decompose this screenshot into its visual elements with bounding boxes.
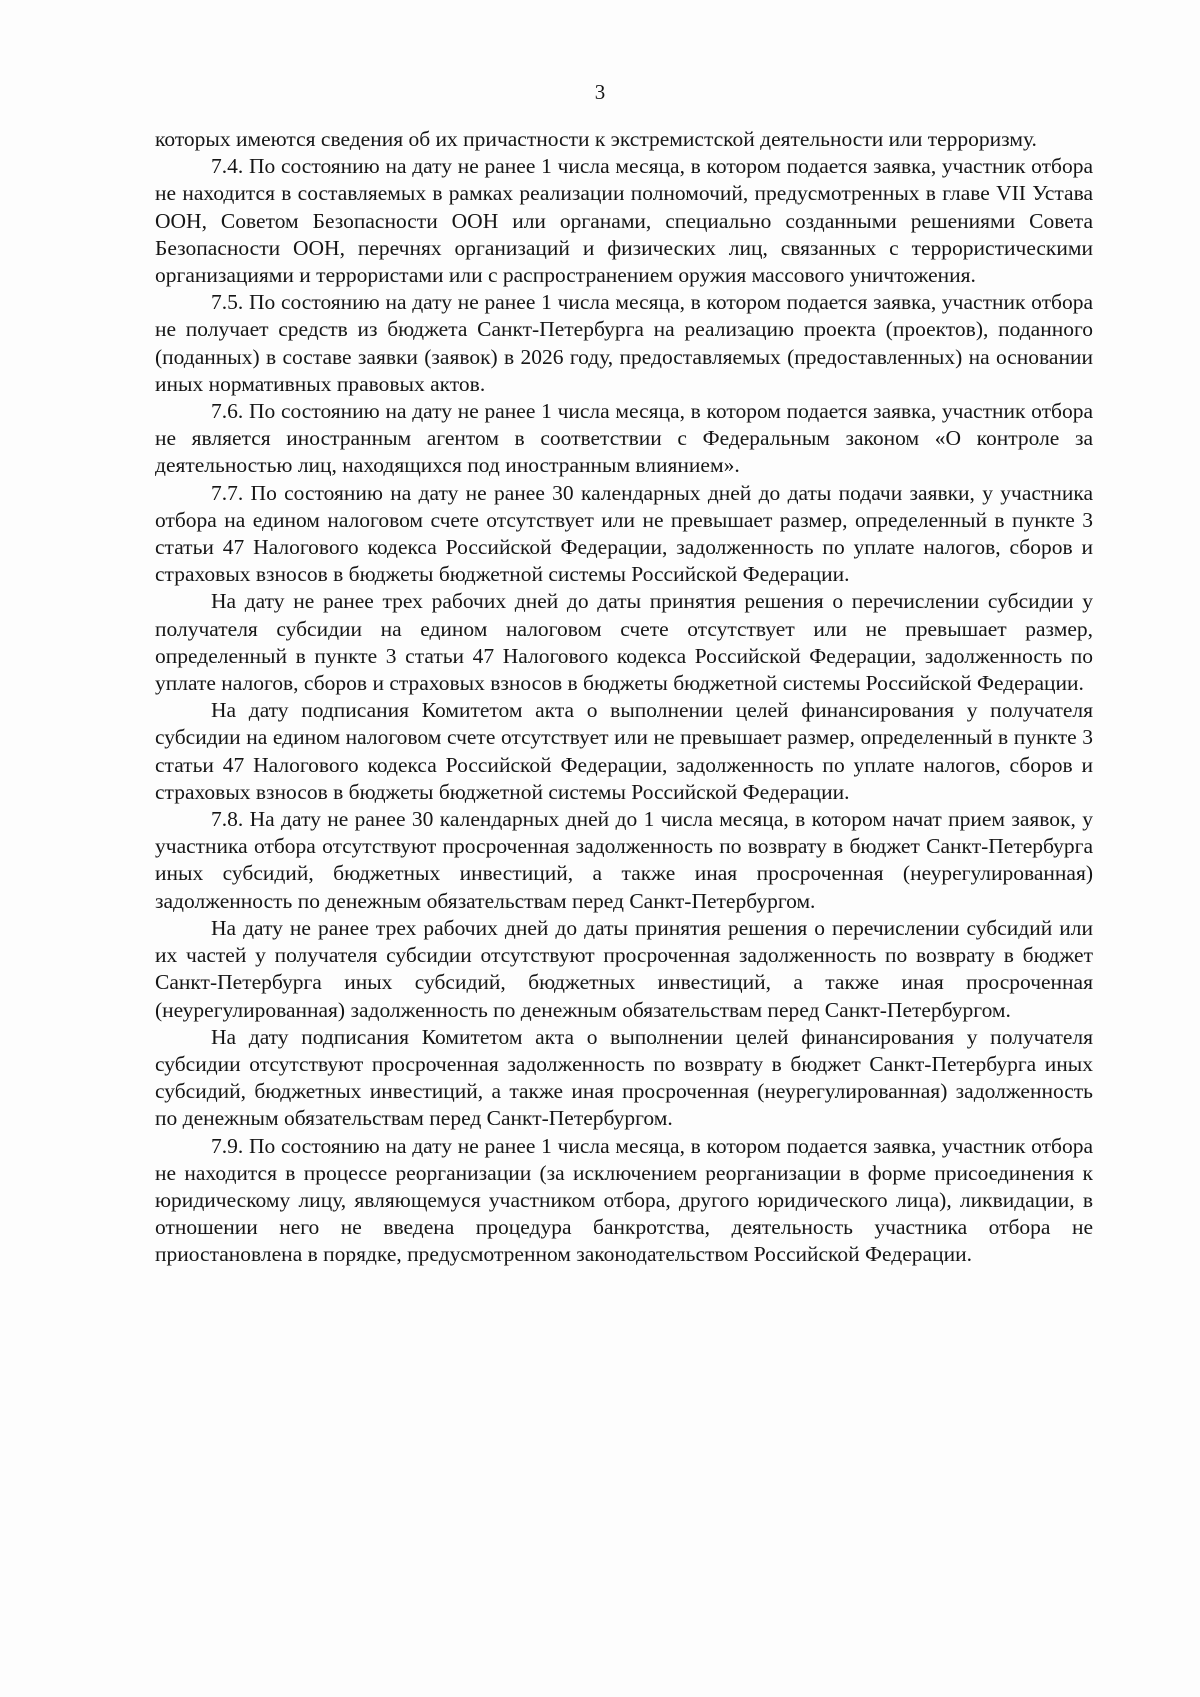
paragraph-7-5: 7.5. По состоянию на дату не ранее 1 числа месяца, в котором подается заявка, участник отбора не получает средств из бюджета Санкт-Петербурга на реализацию проекта (проектов), поданного (поданных) в составе заявки (заявок) в 2026 году, предоставляемых (предоставленных) на основании иных нормативных правовых актов. <box>155 290 1093 396</box>
paragraph-7-8-second: На дату не ранее трех рабочих дней до даты принятия решения о перечислении субсидий или их частей у получателя субсидии отсутствуют просроченная задолженность по возврату в бюджет Санкт-Петербурга иных субсидий, бюджетных инвестиций, а также иная просроченная (неурегулированная) задолженность по денежным обязательствам перед Санкт-Петербургом. <box>155 915 1093 1022</box>
paragraph-7-7-second: На дату не ранее трех рабочих дней до даты принятия решения о перечислении субсидии у получателя субсидии на едином налоговом счете отсутствует или не превышает размер, определенный в пункте 3 статьи 47 Налогового кодекса Российской Федерации, задолженность по уплате налогов, сборов и страховых взносов в бюджеты бюджетной системы Российской Федерации. <box>155 589 1093 696</box>
paragraph-7-6: 7.6. По состоянию на дату не ранее 1 числа месяца, в котором подается заявка, участник отбора не является иностранным агентом в соответствии с Федеральным законом «О контроле за деятельностью лиц, находящихся под иностранным влиянием». <box>155 399 1093 478</box>
paragraph-7-7: 7.7. По состоянию на дату не ранее 30 календарных дней до даты подачи заявки, у участника отбора на едином налоговом счете отсутствует или не превышает размер, определенный в пункте 3 статьи 47 Налогового кодекса Российской Федерации, задолженность по уплате налогов, сборов и страховых взносов в бюджеты бюджетной системы Российской Федерации. <box>155 480 1093 587</box>
document-body <box>155 126 1093 1269</box>
paragraph-7-4: 7.4. По состоянию на дату не ранее 1 числа месяца, в котором подается заявка, участник отбора не находится в составляемых в рамках реализации полномочий, предусмотренных в главе VII Устава ООН, Советом Безопасности ООН или органами, специально созданными решениями Совета Безопасности ООН, перечнях организаций и физических лиц, связанных с террористическими организациями и террористами или с распространением оружия массового уничтожения. <box>155 154 1093 288</box>
paragraph-7-8-third: На дату подписания Комитетом акта о выполнении целей финансирования у получателя субсидии отсутствуют просроченная задолженность по возврату в бюджет Санкт-Петербурга иных субсидий, бюджетных инвестиций, а также иная просроченная (неурегулированная) задолженность по денежным обязательствам перед Санкт-Петербургом. <box>155 1024 1093 1131</box>
paragraph-7-9: 7.9. По состоянию на дату не ранее 1 числа месяца, в котором подается заявка, участник отбора не находится в процессе реорганизации (за исключением реорганизации в форме присоединения к юридическому лицу, являющемуся участником отбора, другого юридического лица), ликвидации, в отношении него не введена процедура банкротства, деятельность участника отбора не приостановлена в порядке, предусмотренном законодательством Российской Федерации. <box>155 1133 1093 1267</box>
paragraph-continuation: которых имеются сведения об их причастности к экстремистской деятельности или терроризму. <box>155 127 1037 151</box>
paragraph-7-7-third: На дату подписания Комитетом акта о выполнении целей финансирования у получателя субсидии на едином налоговом счете отсутствует или не превышает размер, определенный в пункте 3 статьи 47 Налогового кодекса Российской Федерации, задолженность по уплате налогов, сборов и страховых взносов в бюджеты бюджетной системы Российской Федерации. <box>155 698 1093 804</box>
page-number: 3 <box>594 80 606 104</box>
paragraph-7-8: 7.8. На дату не ранее 30 календарных дней до 1 числа месяца, в котором начат прием заявок, у участника отбора отсутствуют просроченная задолженность по возврату в бюджет Санкт-Петербурга иных субсидий, бюджетных инвестиций, а также иная просроченная (неурегулированная) задолженность по денежным обязательствам перед Санкт-Петербургом. <box>155 807 1093 913</box>
